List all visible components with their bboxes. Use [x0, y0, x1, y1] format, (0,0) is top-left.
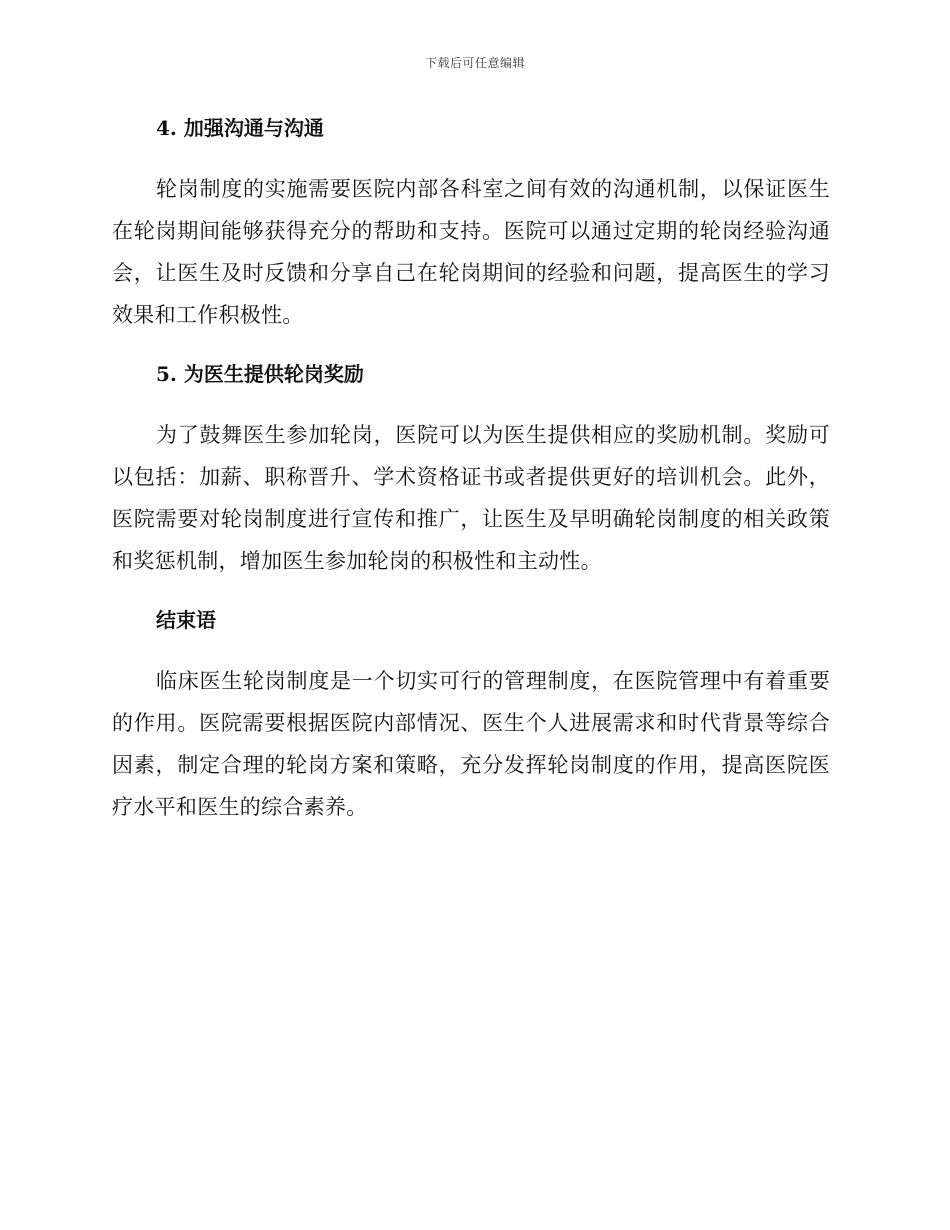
section-heading: 4. 加强沟通与沟通	[156, 116, 324, 140]
header-note: 下载后可任意编辑	[424, 56, 525, 70]
document-body	[112, 108, 830, 846]
section-communication	[112, 108, 830, 336]
section-paragraph: 为了鼓舞医生参加轮岗，医院可以为医生提供相应的奖励机制。奖励可以包括：加薪、职称晋升、学术资格证书或者提供更好的培训机会。此外，医院需要对轮岗制度进行宣传和推广，让医生及早明确轮岗制度的相关政策和奖惩机制，增加医生参加轮岗的积极性和主动性。	[112, 423, 830, 573]
section-heading: 5. 为医生提供轮岗奖励	[156, 362, 364, 386]
section-paragraph: 临床医生轮岗制度是一个切实可行的管理制度，在医院管理中有着重要的作用。医院需要根据医院内部情况、医生个人进展需求和时代背景等综合因素，制定合理的轮岗方案和策略，充分发挥轮岗制度的作用，提高医院医疗水平和医生的综合素养。	[112, 669, 830, 819]
section-paragraph: 轮岗制度的实施需要医院内部各科室之间有效的沟通机制，以保证医生在轮岗期间能够获得充分的帮助和支持。医院可以通过定期的轮岗经验沟通会，让医生及时反馈和分享自己在轮岗期间的经验和问题，提高医生的学习效果和工作积极性。	[112, 177, 830, 327]
section-conclusion	[112, 600, 830, 828]
section-heading: 结束语	[156, 608, 216, 632]
section-rotation-rewards	[112, 354, 830, 582]
